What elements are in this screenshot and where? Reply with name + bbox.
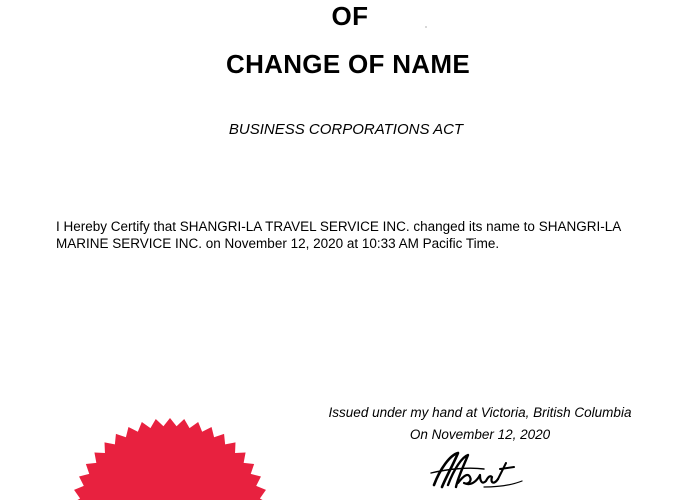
- certification-line-1: I Hereby Certify that SHANGRI-LA TRAVEL SERVICE INC. changed its name to SHANGRI-LA: [56, 219, 622, 234]
- certification-line-2: MARINE SERVICE INC. on November 12, 2020 at 10:33 AM Pacific Time.: [56, 236, 500, 251]
- certification-text: [56, 218, 656, 252]
- registrar-signature: [428, 447, 528, 492]
- issued-date: On November 12, 2020: [409, 427, 551, 442]
- certificate-title: CHANGE OF NAME: [226, 49, 470, 79]
- seal-starburst: [70, 418, 270, 500]
- heading-of: OF: [331, 1, 369, 31]
- act-name: BUSINESS CORPORATIONS ACT: [228, 121, 464, 138]
- issued-statement: Issued under my hand at Victoria, British Columbia: [328, 405, 632, 420]
- scan-speck: [425, 26, 427, 28]
- red-seal: [70, 418, 270, 500]
